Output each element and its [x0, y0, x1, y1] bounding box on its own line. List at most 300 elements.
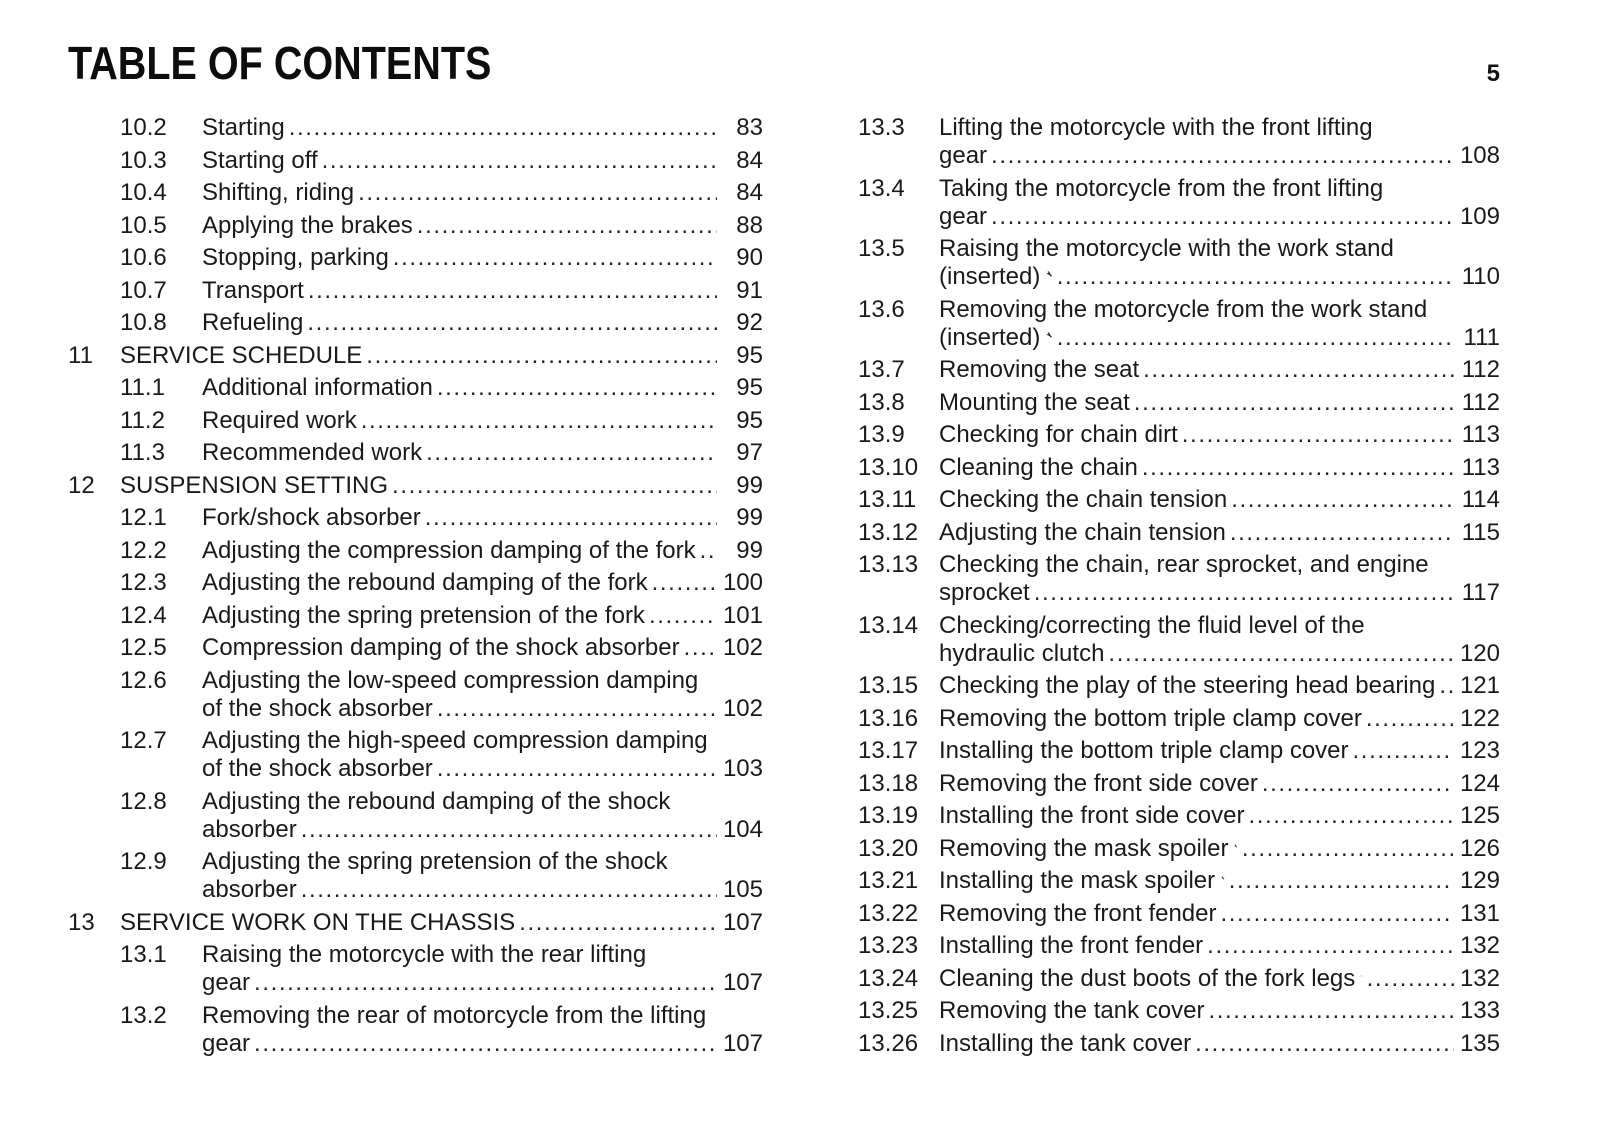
toc-entry-line — [858, 324, 1500, 357]
dot-leader — [991, 142, 1454, 170]
section-title-wrap — [939, 965, 1500, 993]
section-title: Mounting the seat — [939, 388, 1130, 416]
section-title-wrap — [202, 244, 763, 272]
section-title: (inserted) — [939, 263, 1041, 290]
section-title-wrap — [939, 932, 1500, 960]
page-ref[interactable]: 113 — [1461, 421, 1500, 448]
section-title: Starting — [202, 114, 285, 141]
page-ref[interactable]: 109 — [1459, 202, 1500, 230]
toc-entry-line — [858, 900, 1500, 933]
dot-leader — [1182, 421, 1454, 449]
toc-entry-line — [68, 969, 763, 1002]
section-title: hydraulic clutch — [939, 639, 1105, 667]
page-ref[interactable]: 125 — [1459, 802, 1500, 829]
section-title-wrap — [939, 175, 1500, 203]
page-ref[interactable]: 117 — [1461, 579, 1500, 606]
section-number: 12.5 — [120, 634, 167, 661]
dot-leader — [652, 569, 717, 597]
section-title-wrap — [202, 816, 763, 844]
section-title: gear — [939, 142, 988, 169]
page-ref[interactable]: 90 — [736, 244, 763, 271]
section-title: Fork/shock absorber — [202, 504, 421, 531]
section-title-wrap — [202, 569, 763, 597]
toc-entry[interactable] — [858, 175, 1500, 236]
toc-entry[interactable] — [68, 309, 763, 342]
toc-entry[interactable] — [858, 932, 1500, 965]
dot-leader — [301, 876, 717, 904]
section-title: gear — [939, 202, 988, 230]
toc-entry-line — [68, 634, 763, 667]
page-ref[interactable]: 112 — [1461, 356, 1500, 383]
toc-entry-line — [68, 147, 763, 180]
section-title: Compression damping of the shock absorber — [202, 634, 680, 661]
toc-entry[interactable] — [858, 454, 1500, 487]
toc-entry[interactable] — [858, 770, 1500, 803]
page-ref[interactable]: 104 — [722, 815, 763, 843]
section-number: 13.4 — [858, 174, 905, 202]
page-ref[interactable]: 88 — [736, 211, 763, 239]
section-number: 13.6 — [858, 295, 905, 323]
section-title-wrap — [202, 755, 763, 783]
wrench-icon — [1234, 836, 1237, 856]
toc-entry[interactable] — [68, 244, 763, 277]
section-number: 13.5 — [858, 235, 905, 262]
section-title: Refueling — [202, 309, 304, 336]
toc-entry[interactable] — [68, 147, 763, 180]
toc-entry[interactable] — [68, 569, 763, 602]
dot-leader — [1229, 867, 1454, 895]
page-ref[interactable]: 129 — [1459, 867, 1500, 894]
section-title-wrap — [202, 1030, 763, 1058]
section-title-wrap — [939, 519, 1500, 547]
section-title: Checking the play of the steering head bearing — [939, 672, 1436, 699]
section-title: Taking the motorcycle from the front lifting — [939, 174, 1384, 202]
section-title: Adjusting the chain tension — [939, 518, 1226, 546]
section-title-wrap — [939, 235, 1500, 263]
page-ref[interactable]: 135 — [1459, 1029, 1500, 1057]
toc-entry-line — [68, 374, 763, 407]
toc-entry-line — [68, 342, 763, 375]
wrench-icon — [1046, 325, 1052, 345]
toc-entry[interactable] — [858, 486, 1500, 519]
page-ref[interactable]: 112 — [1461, 388, 1500, 416]
toc-entry-line — [858, 203, 1500, 236]
section-number: 13.13 — [858, 551, 919, 578]
toc-entry[interactable] — [858, 965, 1500, 998]
page-ref[interactable]: 91 — [736, 276, 763, 304]
section-title: of the shock absorber — [202, 694, 433, 722]
section-title-wrap — [939, 770, 1500, 798]
section-title: SUSPENSION SETTING — [120, 471, 389, 499]
dot-leader — [1221, 900, 1455, 928]
section-number: 12.6 — [120, 666, 167, 694]
dot-leader — [1249, 802, 1455, 830]
toc-entry-line — [858, 640, 1500, 673]
page-ref[interactable]: 114 — [1461, 486, 1500, 513]
toc-entry-line — [68, 309, 763, 342]
toc-entry[interactable] — [858, 551, 1500, 612]
section-title-wrap — [939, 486, 1500, 514]
dot-leader — [1367, 965, 1454, 993]
page-ref[interactable]: 102 — [722, 694, 763, 722]
page-ref[interactable]: 133 — [1459, 997, 1500, 1024]
section-title-wrap — [939, 705, 1500, 733]
toc-entry-line — [68, 788, 763, 816]
section-title: Checking for chain dirt — [939, 421, 1178, 448]
toc-entry[interactable] — [68, 1002, 763, 1063]
toc-entry[interactable] — [68, 342, 763, 375]
page-ref[interactable]: 132 — [1459, 964, 1500, 992]
dot-leader — [1142, 454, 1454, 482]
section-number: 13 — [68, 908, 95, 936]
section-number: 13.21 — [858, 867, 919, 894]
toc-entry-line — [858, 454, 1500, 487]
section-title-wrap — [202, 147, 763, 175]
section-number: 13.20 — [858, 834, 919, 862]
section-title-wrap — [202, 788, 763, 816]
section-number: 12.8 — [120, 787, 167, 815]
section-title: Checking the chain, rear sprocket, and engine — [939, 551, 1429, 578]
toc-entry[interactable] — [68, 407, 763, 440]
page-ref[interactable]: 83 — [736, 114, 763, 141]
toc-entry[interactable] — [68, 727, 763, 788]
page-ref[interactable]: 132 — [1459, 932, 1500, 959]
section-title: Adjusting the high-speed compression damping — [202, 727, 708, 754]
toc-left-column — [68, 114, 763, 1062]
page-ref[interactable]: 124 — [1459, 769, 1500, 797]
page-ref[interactable]: 131 — [1459, 899, 1500, 927]
toc-entry[interactable] — [68, 634, 763, 667]
section-title-wrap — [939, 454, 1500, 482]
page-ref[interactable]: 123 — [1459, 737, 1500, 764]
toc-entry-line — [858, 835, 1500, 868]
section-title-wrap — [120, 909, 763, 937]
page-ref[interactable]: 99 — [736, 471, 763, 499]
toc-entry[interactable] — [68, 909, 763, 942]
section-number: 13.16 — [858, 704, 919, 732]
dot-leader — [361, 407, 717, 435]
toc-entry[interactable] — [858, 737, 1500, 770]
dot-leader — [307, 309, 717, 337]
toc-entry-line — [858, 356, 1500, 389]
toc-entry-line — [68, 602, 763, 635]
section-title: Adjusting the rebound damping of the fork — [202, 569, 648, 596]
section-title-wrap — [939, 640, 1500, 668]
toc-entry-line — [858, 579, 1500, 612]
toc-entry[interactable] — [858, 356, 1500, 389]
section-title: Shifting, riding — [202, 179, 355, 206]
wrench-icon — [1361, 966, 1362, 986]
toc-entry[interactable] — [68, 941, 763, 1002]
toc-entry[interactable] — [858, 421, 1500, 454]
section-number: 13.10 — [858, 453, 919, 481]
page-ref[interactable]: 95 — [736, 341, 763, 369]
section-title: Starting off — [202, 146, 318, 174]
page-ref[interactable]: 111 — [1463, 323, 1500, 351]
page-ref[interactable]: 92 — [736, 309, 763, 336]
dot-leader — [700, 537, 717, 565]
dot-leader — [254, 969, 717, 997]
page-ref[interactable]: 107 — [722, 908, 763, 936]
page-ref[interactable]: 84 — [736, 179, 763, 206]
toc-entry-line — [68, 667, 763, 695]
section-title: Checking/correcting the fluid level of the — [939, 611, 1365, 639]
section-number: 11.3 — [120, 439, 165, 466]
section-title-wrap — [202, 941, 763, 969]
section-number: 13.8 — [858, 388, 905, 416]
dot-leader — [426, 439, 717, 467]
toc-entry[interactable] — [68, 114, 763, 147]
dot-leader — [393, 244, 717, 272]
section-number: 13.7 — [858, 356, 905, 383]
section-title: Additional information — [202, 374, 433, 401]
page-ref[interactable]: 121 — [1459, 672, 1500, 699]
toc-entry-line — [858, 263, 1500, 296]
section-title-wrap — [202, 439, 763, 467]
section-title-wrap — [939, 737, 1500, 765]
toc-entry[interactable] — [68, 472, 763, 505]
dot-leader — [437, 374, 717, 402]
dot-leader — [366, 342, 717, 370]
section-title: Removing the motorcycle from the work stand — [939, 295, 1428, 323]
section-title-wrap — [202, 1002, 763, 1030]
page-ref[interactable]: 102 — [722, 634, 763, 661]
dot-leader — [1195, 1030, 1454, 1058]
page-ref[interactable]: 126 — [1459, 834, 1500, 862]
dot-leader — [1208, 997, 1454, 1025]
toc-entry-line — [68, 472, 763, 505]
toc-entry-line — [858, 114, 1500, 142]
dot-leader — [1231, 486, 1454, 514]
section-title: Removing the front side cover — [939, 769, 1258, 797]
toc-entry[interactable] — [858, 867, 1500, 900]
toc-entry[interactable] — [858, 235, 1500, 296]
section-title: Lifting the motorcycle with the front lifting — [939, 114, 1373, 141]
section-number: 13.22 — [858, 899, 919, 927]
section-title-wrap — [939, 114, 1500, 142]
toc-entry-line — [68, 1002, 763, 1030]
dot-leader — [1353, 737, 1454, 765]
section-number: 13.14 — [858, 611, 919, 639]
page-ref[interactable]: 84 — [736, 146, 763, 174]
toc-entry-line — [858, 965, 1500, 998]
toc-entry[interactable] — [68, 848, 763, 909]
page-ref[interactable]: 110 — [1461, 263, 1500, 290]
toc-entry-line — [858, 235, 1500, 263]
section-title-wrap — [939, 835, 1500, 863]
section-title: Removing the front fender — [939, 899, 1217, 927]
section-title-wrap — [939, 421, 1500, 449]
section-number: 10.7 — [120, 276, 167, 304]
section-number: 13.12 — [858, 518, 919, 546]
section-title-wrap — [939, 389, 1500, 417]
page-ref[interactable]: 113 — [1461, 453, 1500, 481]
dot-leader — [437, 755, 717, 783]
page-ref[interactable]: 95 — [736, 374, 763, 401]
toc-entry-line — [68, 816, 763, 849]
dot-leader — [1262, 770, 1454, 798]
toc-entry[interactable] — [68, 439, 763, 472]
toc-entry[interactable] — [68, 537, 763, 570]
section-title: Adjusting the rebound damping of the shock — [202, 787, 671, 815]
section-title: Checking the chain tension — [939, 486, 1228, 513]
section-title-wrap — [939, 296, 1500, 324]
section-title: Adjusting the low-speed compression damping — [202, 666, 699, 694]
section-title: Installing the front side cover — [939, 802, 1245, 829]
dot-leader — [1366, 705, 1454, 733]
page-ref[interactable]: 95 — [736, 406, 763, 434]
toc-entry-line — [858, 867, 1500, 900]
section-number: 10.2 — [120, 114, 167, 141]
toc-entry[interactable] — [858, 114, 1500, 175]
section-title: Installing the tank cover — [939, 1029, 1192, 1057]
section-number: 11.2 — [120, 406, 165, 434]
toc-entry[interactable] — [68, 788, 763, 849]
section-number: 12.1 — [120, 504, 167, 531]
toc-entry[interactable] — [858, 802, 1500, 835]
section-title-wrap — [202, 537, 763, 565]
section-title: Removing the tank cover — [939, 997, 1205, 1024]
toc-entry-line — [68, 695, 763, 728]
toc-entry[interactable] — [858, 612, 1500, 673]
section-title: Cleaning the dust boots of the fork legs — [939, 964, 1356, 992]
dot-leader — [425, 504, 717, 532]
dot-leader — [649, 602, 717, 630]
section-number: 11 — [68, 341, 93, 369]
section-title-wrap — [202, 309, 763, 337]
toc-entry[interactable] — [68, 212, 763, 245]
toc-entry[interactable] — [68, 504, 763, 537]
dot-leader — [1057, 263, 1454, 291]
toc-entry[interactable] — [68, 374, 763, 407]
toc-entry[interactable] — [68, 179, 763, 212]
dot-leader — [254, 1030, 717, 1058]
toc-entry-line — [858, 551, 1500, 579]
toc-entry[interactable] — [858, 997, 1500, 1030]
dot-leader — [437, 695, 717, 723]
dot-leader — [358, 179, 717, 207]
toc-entry-line — [68, 848, 763, 876]
dot-leader — [322, 147, 717, 175]
page-ref[interactable]: 107 — [722, 1029, 763, 1057]
section-title-wrap — [939, 263, 1500, 291]
dot-leader — [1230, 519, 1454, 547]
section-title: Stopping, parking — [202, 244, 389, 271]
toc-entry-line — [858, 421, 1500, 454]
toc-entry[interactable] — [858, 389, 1500, 422]
section-title-wrap — [120, 342, 763, 370]
section-title: Installing the bottom triple clamp cover — [939, 737, 1349, 764]
toc-entry-line — [68, 277, 763, 310]
toc-entry-line — [858, 296, 1500, 324]
page-ref[interactable]: 103 — [722, 755, 763, 782]
section-number: 13.17 — [858, 737, 919, 764]
toc-entry[interactable] — [858, 1030, 1500, 1063]
section-title: Removing the bottom triple clamp cover — [939, 704, 1362, 732]
section-number: 12 — [68, 471, 95, 499]
toc-entry-line — [858, 142, 1500, 175]
wrench-icon — [1221, 868, 1225, 888]
toc-entry-line — [68, 727, 763, 755]
page-ref[interactable]: 115 — [1461, 518, 1500, 546]
toc-entry-line — [68, 244, 763, 277]
section-title-wrap — [202, 504, 763, 532]
toc-entry[interactable] — [858, 835, 1500, 868]
toc-entry[interactable] — [858, 705, 1500, 738]
section-title: Adjusting the compression damping of the fork — [202, 536, 696, 564]
page-ref[interactable]: 120 — [1459, 639, 1500, 667]
page-ref[interactable]: 108 — [1459, 142, 1500, 169]
section-number: 13.3 — [858, 114, 905, 141]
section-number: 13.19 — [858, 802, 919, 829]
toc-entry[interactable] — [858, 672, 1500, 705]
toc-entry-line — [858, 612, 1500, 640]
page-ref[interactable]: 99 — [736, 536, 763, 564]
section-title-wrap — [202, 876, 763, 904]
toc-entry-line — [68, 439, 763, 472]
dot-leader — [991, 203, 1454, 231]
dot-leader — [392, 472, 717, 500]
toc-entry-line — [68, 876, 763, 909]
section-number: 10.8 — [120, 309, 167, 336]
page-ref[interactable]: 101 — [722, 601, 763, 629]
section-title-wrap — [202, 667, 763, 695]
dot-leader — [1439, 672, 1454, 700]
dot-leader — [417, 212, 717, 240]
section-number: 13.18 — [858, 769, 919, 797]
section-number: 12.3 — [120, 569, 167, 596]
section-title-wrap — [202, 727, 763, 755]
page-ref[interactable]: 122 — [1459, 704, 1500, 732]
section-title: SERVICE SCHEDULE — [120, 341, 363, 369]
section-title-wrap — [202, 374, 763, 402]
page-ref[interactable]: 107 — [722, 969, 763, 996]
toc-entry[interactable] — [858, 296, 1500, 357]
toc-entry-line — [68, 569, 763, 602]
section-title-wrap — [939, 802, 1500, 830]
toc-entry[interactable] — [68, 602, 763, 635]
section-title: Removing the seat — [939, 356, 1140, 383]
section-number: 13.24 — [858, 964, 919, 992]
section-title: Adjusting the spring pretension of the fork — [202, 601, 645, 629]
toc-entry[interactable] — [858, 519, 1500, 552]
section-number: 13.1 — [120, 941, 167, 968]
toc-entry-line — [858, 932, 1500, 965]
section-title-wrap — [120, 472, 763, 500]
toc-entry-line — [858, 737, 1500, 770]
section-number: 13.15 — [858, 672, 919, 699]
section-title: (inserted) — [939, 323, 1041, 351]
toc-entry[interactable] — [858, 900, 1500, 933]
toc-entry-line — [68, 212, 763, 245]
toc-entry[interactable] — [68, 667, 763, 728]
section-title: Raising the motorcycle with the work stand — [939, 235, 1394, 262]
section-title-wrap — [939, 203, 1500, 231]
section-number: 12.2 — [120, 536, 167, 564]
page-ref[interactable]: 105 — [722, 876, 763, 903]
toc-entry[interactable] — [68, 277, 763, 310]
page-ref[interactable]: 100 — [722, 569, 763, 596]
page-ref[interactable]: 99 — [736, 504, 763, 531]
toc-right-column — [858, 114, 1500, 1062]
toc-entry-line — [858, 802, 1500, 835]
section-title-wrap — [939, 672, 1500, 700]
dot-leader — [289, 114, 717, 142]
toc-entry-line — [68, 407, 763, 440]
section-title-wrap — [939, 324, 1500, 352]
page-ref[interactable]: 97 — [736, 439, 763, 466]
dot-leader — [1108, 640, 1454, 668]
